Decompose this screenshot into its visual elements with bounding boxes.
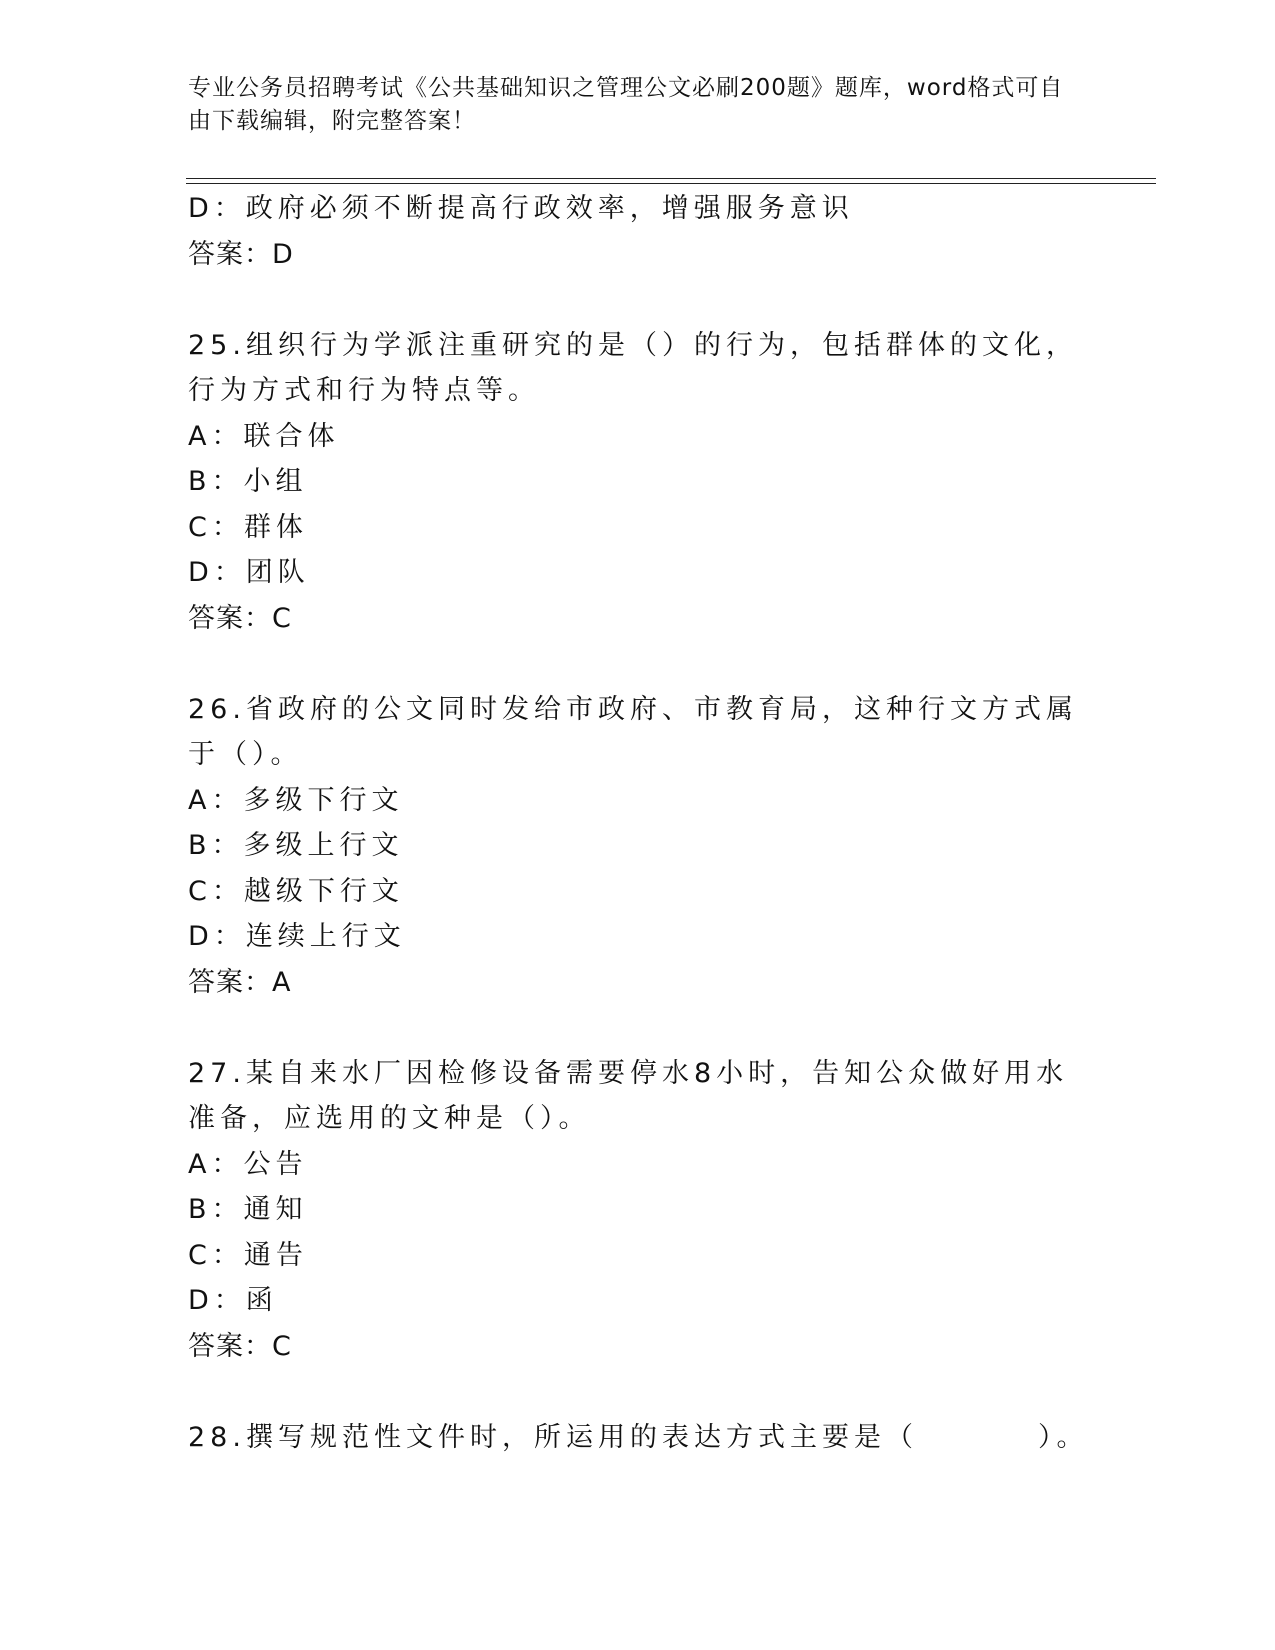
q27-option-b: B：通知 <box>188 1194 308 1225</box>
q27-option-c: C：通告 <box>188 1239 308 1271</box>
header-rule-bottom <box>186 183 1156 184</box>
q25-option-a: A：联合体 <box>188 420 340 452</box>
q28-text-before: 28.撰写规范性文件时，所运用的表达方式主要是（ <box>188 1421 918 1453</box>
q25-answer: 答案：C <box>188 602 292 634</box>
q28-text-after: ）。 <box>1037 1421 1089 1453</box>
question-25-text: 25.组织行为学派注重研究的是（）的行为，包括群体的文化，行为方式和行为特点等。 <box>188 329 1078 406</box>
question-26-text: 26.省政府的公文同时发给市政府、市教育局，这种行文方式属于（）。 <box>188 693 1078 770</box>
q27-option-a: A：公告 <box>188 1148 308 1180</box>
q26-option-d: D：连续上行文 <box>188 921 406 952</box>
q26-option-c: C：越级下行文 <box>188 875 404 907</box>
q26-option-b: B：多级上行文 <box>188 830 404 861</box>
q26-answer: 答案：A <box>188 966 292 998</box>
q25-option-d: D：团队 <box>188 557 310 588</box>
q25-option-b: B：小组 <box>188 466 308 497</box>
q25-option-c: C：群体 <box>188 511 308 543</box>
prev-answer: 答案：D <box>188 238 294 270</box>
document-header: 专业公务员招聘考试《公共基础知识之管理公文必刷200题》题库，word格式可自由下载编辑，附完整答案！ <box>188 75 1064 134</box>
q26-option-a: A：多级下行文 <box>188 784 404 816</box>
header-rule-top <box>186 178 1156 179</box>
q27-option-d: D：函 <box>188 1285 278 1316</box>
question-content <box>188 186 1088 1460</box>
q27-answer: 答案：C <box>188 1330 292 1362</box>
prev-option-d: D：政府必须不断提高行政效率，增强服务意识 <box>188 193 854 224</box>
question-28-text <box>188 1415 1088 1461</box>
question-27-text: 27.某自来水厂因检修设备需要停水8小时，告知公众做好用水准备，应选用的文种是（）。 <box>188 1057 1069 1134</box>
